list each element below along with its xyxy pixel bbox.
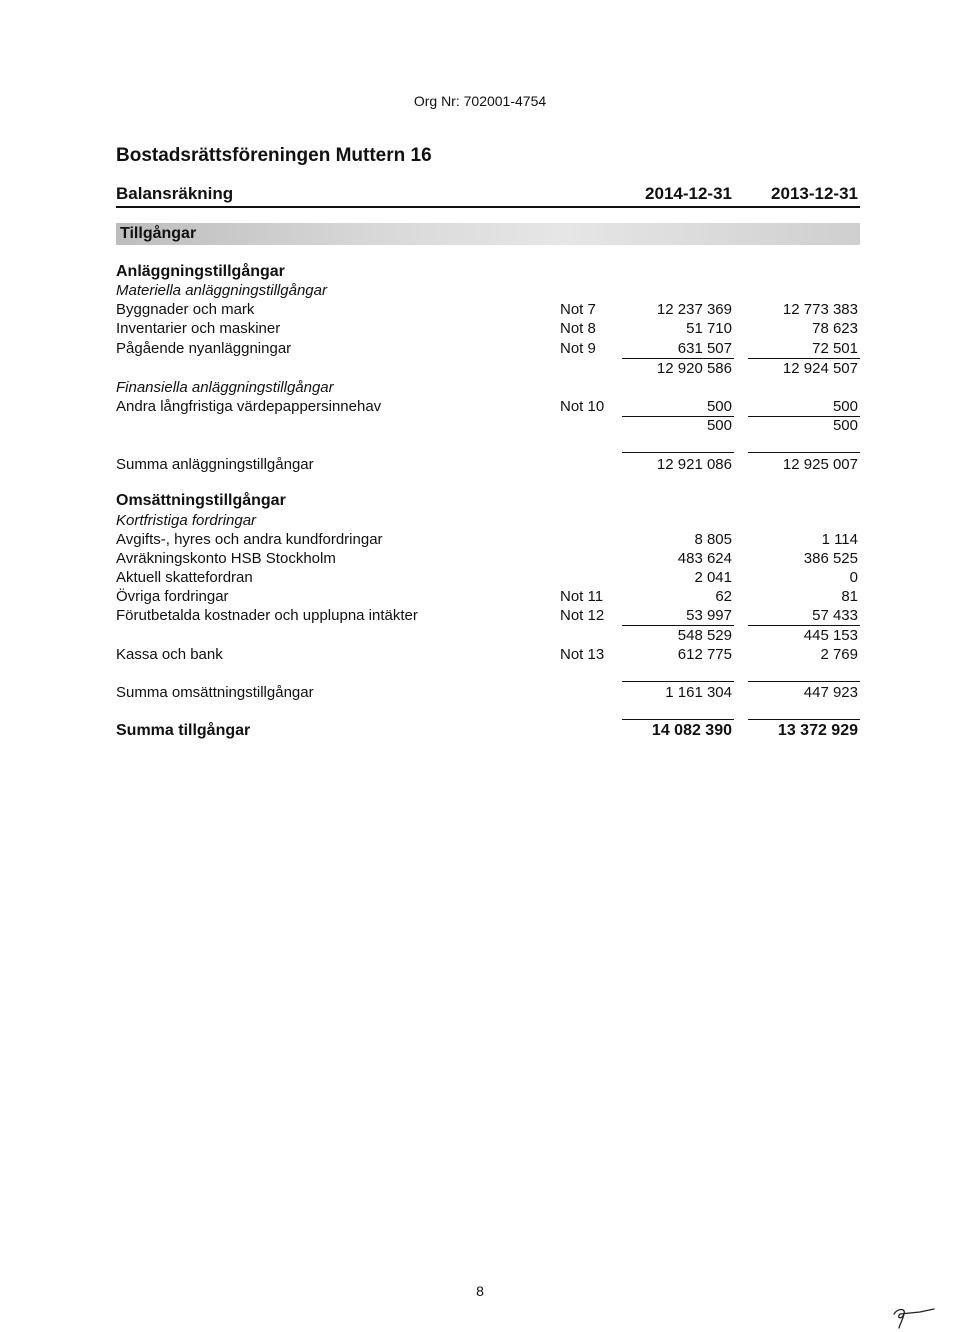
row-label: Inventarier och maskiner	[116, 320, 281, 337]
column-header-2014: 2014-12-31	[645, 184, 732, 203]
row-note: Not 11	[560, 588, 604, 605]
grand-total-rule	[622, 719, 734, 720]
omsattning-total-2014: 1 161 304	[665, 684, 732, 701]
kortfristiga-heading: Kortfristiga fordringar	[116, 512, 257, 529]
kortfristiga-sum-2013: 445 153	[803, 627, 858, 644]
grand-total-2013: 13 372 929	[777, 722, 858, 739]
section-band-label: Tillgångar	[120, 225, 197, 242]
row-label: Övriga fordringar	[116, 588, 229, 605]
finansiella-sum-2014: 500	[706, 417, 732, 434]
row-label: Avgifts-, hyres och andra kundfordringar	[116, 531, 383, 548]
finansiella-sum-2013: 500	[832, 417, 858, 434]
omsattning-total-label: Summa omsättningstillgångar	[116, 684, 314, 701]
total-rule	[622, 681, 734, 682]
anlaggning-heading: Anläggningstillgångar	[116, 263, 285, 280]
row-label: Pågående nyanläggningar	[116, 340, 292, 357]
total-rule	[622, 452, 734, 453]
header-divider	[116, 206, 860, 208]
row-value-2013: 386 525	[803, 550, 858, 567]
total-rule	[748, 681, 860, 682]
subtotal-rule	[748, 625, 860, 626]
kassa-note: Not 13	[560, 646, 605, 663]
row-note: Not 9	[560, 340, 596, 357]
row-value-2014: 483 624	[677, 550, 732, 567]
anlaggning-total-label: Summa anläggningstillgångar	[116, 456, 314, 473]
row-value-2014: 2 041	[694, 569, 732, 586]
row-label: Förutbetalda kostnader och upplupna intäkter	[116, 607, 418, 624]
company-name: Bostadsrättsföreningen Muttern 16	[116, 145, 432, 166]
row-label: Byggnader och mark	[116, 301, 255, 318]
statement-title: Balansräkning	[116, 184, 234, 203]
anlaggning-total-2014: 12 921 086	[656, 456, 732, 473]
row-value-2013: 500	[832, 398, 858, 415]
page-number: 8	[476, 1283, 484, 1299]
kassa-value-2013: 2 769	[820, 646, 858, 663]
row-value-2014: 500	[706, 398, 732, 415]
row-value-2014: 12 237 369	[656, 301, 732, 318]
row-value-2014: 631 507	[677, 340, 732, 357]
row-value-2013: 1 114	[821, 531, 858, 548]
subtotal-rule	[622, 625, 734, 626]
row-label: Avräkningskonto HSB Stockholm	[116, 550, 336, 567]
kassa-value-2014: 612 775	[677, 646, 732, 663]
materiella-sum-2013: 12 924 507	[782, 360, 858, 377]
row-value-2014: 51 710	[686, 320, 732, 337]
row-note: Not 12	[560, 607, 605, 624]
row-value-2014: 8 805	[694, 531, 732, 548]
row-value-2013: 0	[849, 569, 858, 586]
row-value-2013: 12 773 383	[782, 301, 858, 318]
row-value-2013: 78 623	[812, 320, 858, 337]
section-band	[116, 223, 860, 245]
row-note: Not 7	[560, 301, 596, 318]
materiella-heading: Materiella anläggningstillgångar	[116, 282, 327, 299]
kortfristiga-sum-2014: 548 529	[677, 627, 732, 644]
row-value-2013: 72 501	[812, 340, 858, 357]
kassa-label: Kassa och bank	[116, 646, 223, 663]
column-header-2013: 2013-12-31	[771, 184, 858, 203]
omsattning-total-2013: 447 923	[803, 684, 858, 701]
omsattning-heading: Omsättningstillgångar	[116, 492, 286, 509]
anlaggning-total-2013: 12 925 007	[782, 456, 858, 473]
row-note: Not 10	[560, 398, 605, 415]
grand-total-rule	[748, 719, 860, 720]
row-label: Andra långfristiga värdepappersinnehav	[116, 398, 382, 415]
subtotal-rule	[622, 358, 734, 359]
signature-mark	[890, 1300, 940, 1330]
row-value-2013: 57 433	[812, 607, 858, 624]
row-label: Aktuell skattefordran	[116, 569, 253, 586]
row-note: Not 8	[560, 320, 596, 337]
subtotal-rule	[748, 358, 860, 359]
row-value-2013: 81	[841, 588, 858, 605]
total-rule	[748, 452, 860, 453]
grand-total-label: Summa tillgångar	[116, 722, 251, 739]
grand-total-2014: 14 082 390	[651, 722, 732, 739]
row-value-2014: 53 997	[686, 607, 732, 624]
finansiella-heading: Finansiella anläggningstillgångar	[116, 379, 334, 396]
org-number: Org Nr: 702001-4754	[413, 93, 547, 109]
materiella-sum-2014: 12 920 586	[656, 360, 732, 377]
row-value-2014: 62	[715, 588, 732, 605]
